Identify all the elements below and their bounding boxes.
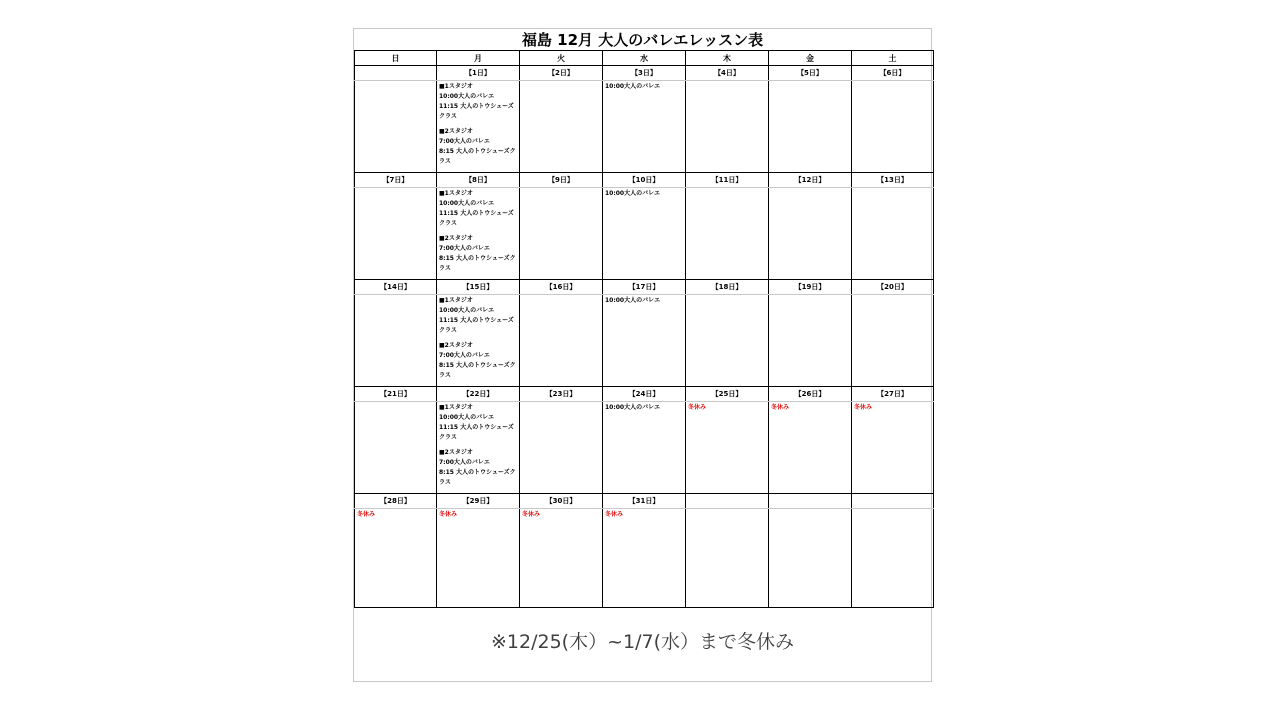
date-label: 【21日】 [355,387,437,402]
holiday-footnote: ※12/25(木）~1/7(水）まで冬休み [491,631,794,653]
holiday-label: 冬休み [357,511,376,518]
day-cell [355,81,437,173]
weekday-header: 土 [852,51,934,66]
day-cell [355,509,437,608]
lesson-list [603,188,685,200]
day-cell [686,509,769,608]
lesson-entry: ■2スタジオ 7:00大人のバレエ 8:15 大人のトウシューズクラス [439,342,516,379]
day-cell [852,188,934,280]
lesson-entry: ■1スタジオ 10:00大人のバレエ 11:15 大人のトウシューズクラス [439,83,514,120]
date-label: 【15日】 [437,280,520,295]
day-cell [603,509,686,608]
day-cell [437,81,520,173]
date-label: 【2日】 [520,66,603,81]
date-label: 【13日】 [852,173,934,188]
date-label: 【28日】 [355,494,437,509]
lesson-list [603,402,685,414]
date-label: 【3日】 [603,66,686,81]
date-label: 【20日】 [852,280,934,295]
day-cell [769,188,852,280]
date-label: 【7日】 [355,173,437,188]
weekday-header: 木 [686,51,769,66]
holiday-label: 冬休み [771,404,790,411]
lesson-list [603,81,685,93]
date-label: 【18日】 [686,280,769,295]
day-cell [603,81,686,173]
date-label: 【10日】 [603,173,686,188]
lesson-list [437,402,519,489]
date-label: 【4日】 [686,66,769,81]
lesson-entry: ■2スタジオ 7:00大人のバレエ 8:15 大人のトウシューズクラス [439,449,516,486]
day-cell [769,81,852,173]
date-label: 【17日】 [603,280,686,295]
calendar-body [355,66,934,608]
day-cell [852,509,934,608]
day-cell [769,295,852,387]
date-label [686,494,769,509]
lesson-entry: 10:00大人のバレエ [605,83,661,90]
lesson-row [355,509,934,608]
day-cell [355,402,437,494]
lesson-entry: 10:00大人のバレエ [605,297,661,304]
date-row [355,494,934,509]
day-cell [686,402,769,494]
day-cell [520,188,603,280]
day-cell [686,81,769,173]
day-cell [437,509,520,608]
lesson-entry: ■2スタジオ 7:00大人のバレエ 8:15 大人のトウシューズクラス [439,128,516,165]
date-row [355,387,934,402]
day-cell [520,81,603,173]
weekday-header: 日 [355,51,437,66]
holiday-label: 冬休み [854,404,873,411]
day-cell [686,295,769,387]
date-label: 【11日】 [686,173,769,188]
lesson-list [437,188,519,275]
date-label [769,494,852,509]
date-label: 【6日】 [852,66,934,81]
lesson-entry: ■2スタジオ 7:00大人のバレエ 8:15 大人のトウシューズクラス [439,235,516,272]
holiday-label: 冬休み [605,511,624,518]
weekday-header: 水 [603,51,686,66]
date-label: 【30日】 [520,494,603,509]
day-cell [437,188,520,280]
page-title: 福島 12月 大人のバレエレッスン表 [521,31,764,49]
day-cell [686,188,769,280]
date-row [355,66,934,81]
weekday-header: 月 [437,51,520,66]
lesson-list [603,295,685,307]
weekday-header-row [355,51,934,66]
date-label: 【26日】 [769,387,852,402]
date-label: 【5日】 [769,66,852,81]
day-cell [852,402,934,494]
date-label: 【27日】 [852,387,934,402]
holiday-label: 冬休み [439,511,458,518]
date-label: 【1日】 [437,66,520,81]
weekday-header: 金 [769,51,852,66]
day-cell [355,188,437,280]
lesson-list [437,295,519,382]
day-cell [852,295,934,387]
lesson-row [355,188,934,280]
schedule-sheet [353,28,932,682]
lesson-entry: ■1スタジオ 10:00大人のバレエ 11:15 大人のトウシューズクラス [439,297,514,334]
date-label: 【23日】 [520,387,603,402]
date-label: 【29日】 [437,494,520,509]
day-cell [437,295,520,387]
date-label: 【25日】 [686,387,769,402]
date-label [852,494,934,509]
lesson-entry: 10:00大人のバレエ [605,190,661,197]
day-cell [603,188,686,280]
day-cell [769,509,852,608]
date-row [355,280,934,295]
date-label: 【16日】 [520,280,603,295]
day-cell [769,402,852,494]
date-label: 【12日】 [769,173,852,188]
lesson-row [355,402,934,494]
holiday-label: 冬休み [688,404,707,411]
date-label: 【19日】 [769,280,852,295]
date-label: 【31日】 [603,494,686,509]
date-label: 【22日】 [437,387,520,402]
day-cell [520,402,603,494]
lesson-list [437,81,519,168]
day-cell [355,295,437,387]
weekday-header: 火 [520,51,603,66]
date-label: 【14日】 [355,280,437,295]
lesson-entry: 10:00大人のバレエ [605,404,661,411]
holiday-label: 冬休み [522,511,541,518]
date-row [355,173,934,188]
day-cell [520,295,603,387]
lesson-entry: ■1スタジオ 10:00大人のバレエ 11:15 大人のトウシューズクラス [439,404,514,441]
lesson-entry: ■1スタジオ 10:00大人のバレエ 11:15 大人のトウシューズクラス [439,190,514,227]
day-cell [437,402,520,494]
calendar-table [354,50,934,608]
date-label: 【9日】 [520,173,603,188]
day-cell [603,295,686,387]
date-label [355,66,437,81]
lesson-row [355,295,934,387]
lesson-row [355,81,934,173]
date-label: 【8日】 [437,173,520,188]
day-cell [520,509,603,608]
day-cell [852,81,934,173]
date-label: 【24日】 [603,387,686,402]
day-cell [603,402,686,494]
